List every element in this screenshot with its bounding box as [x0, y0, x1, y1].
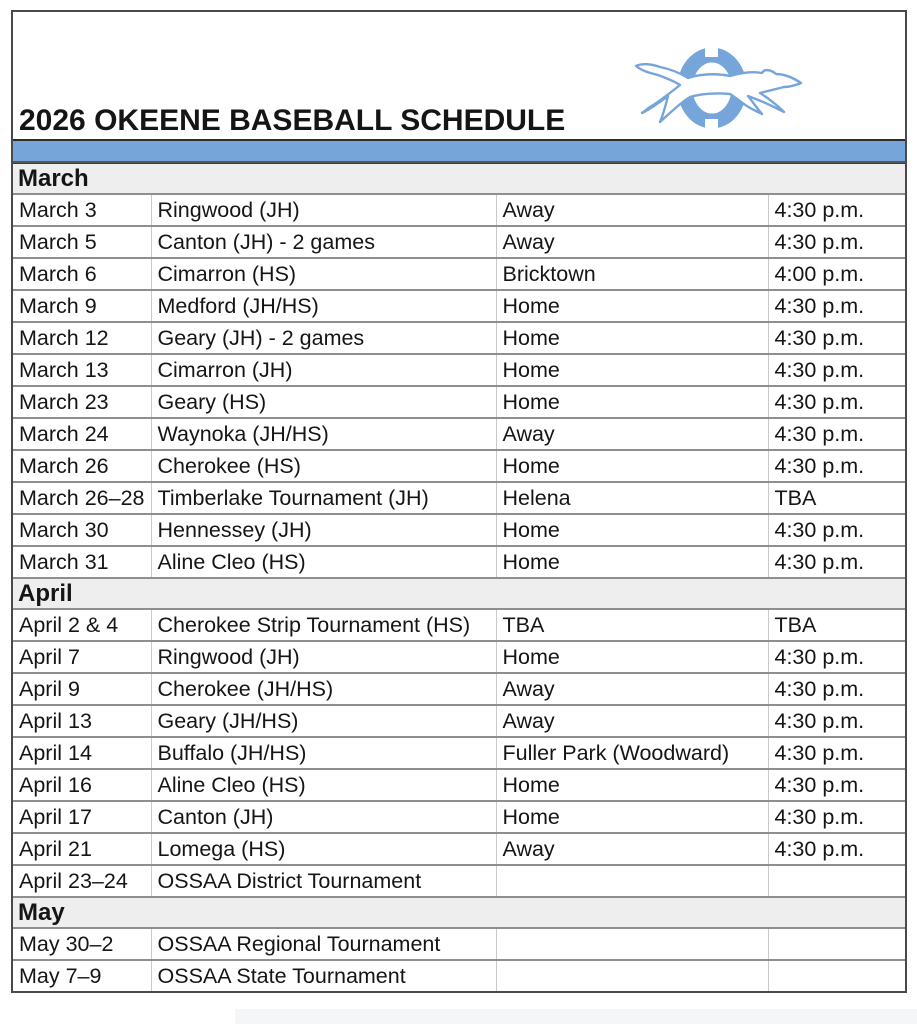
- game-row: [13, 833, 905, 865]
- game-opponent: Buffalo (JH/HS): [151, 737, 496, 769]
- game-location: Home: [496, 514, 768, 546]
- game-row: [13, 418, 905, 450]
- logo-o-bottom-gap: [705, 119, 718, 136]
- game-opponent: Geary (JH) - 2 games: [151, 322, 496, 354]
- game-opponent: Geary (HS): [151, 386, 496, 418]
- game-opponent: Ringwood (JH): [151, 641, 496, 673]
- game-opponent: Cherokee (HS): [151, 450, 496, 482]
- game-row: [13, 258, 905, 290]
- game-row: [13, 641, 905, 673]
- game-time: 4:30 p.m.: [768, 546, 905, 578]
- game-location: [496, 865, 768, 897]
- game-location: Home: [496, 641, 768, 673]
- game-date: April 9: [13, 673, 151, 705]
- game-row: [13, 194, 905, 226]
- game-location: Away: [496, 194, 768, 226]
- month-header: April: [13, 578, 905, 609]
- schedule-table: [13, 163, 905, 991]
- game-time: 4:30 p.m.: [768, 386, 905, 418]
- game-time: [768, 960, 905, 991]
- game-row: [13, 290, 905, 322]
- game-location: [496, 960, 768, 991]
- game-date: March 3: [13, 194, 151, 226]
- game-date: April 16: [13, 769, 151, 801]
- game-date: April 17: [13, 801, 151, 833]
- game-opponent: Ringwood (JH): [151, 194, 496, 226]
- game-time: 4:30 p.m.: [768, 450, 905, 482]
- game-date: March 6: [13, 258, 151, 290]
- game-row: [13, 673, 905, 705]
- game-row: [13, 354, 905, 386]
- game-location: Away: [496, 673, 768, 705]
- game-time: 4:30 p.m.: [768, 801, 905, 833]
- game-time: 4:30 p.m.: [768, 514, 905, 546]
- game-location: Away: [496, 705, 768, 737]
- game-row: [13, 386, 905, 418]
- game-time: 4:30 p.m.: [768, 769, 905, 801]
- game-location: Away: [496, 418, 768, 450]
- game-date: April 23–24: [13, 865, 151, 897]
- game-date: March 30: [13, 514, 151, 546]
- game-time: 4:30 p.m.: [768, 290, 905, 322]
- page-header: [13, 12, 905, 139]
- game-location: Home: [496, 801, 768, 833]
- game-date: March 24: [13, 418, 151, 450]
- game-time: 4:30 p.m.: [768, 641, 905, 673]
- game-time: [768, 928, 905, 960]
- game-date: March 23: [13, 386, 151, 418]
- logo-o-top-gap: [705, 42, 718, 57]
- game-time: 4:30 p.m.: [768, 673, 905, 705]
- game-opponent: OSSAA State Tournament: [151, 960, 496, 991]
- month-header: March: [13, 164, 905, 195]
- game-time: 4:30 p.m.: [768, 418, 905, 450]
- game-opponent: Aline Cleo (HS): [151, 769, 496, 801]
- game-location: Fuller Park (Woodward): [496, 737, 768, 769]
- game-location: TBA: [496, 609, 768, 641]
- game-row: [13, 769, 905, 801]
- game-opponent: OSSAA District Tournament: [151, 865, 496, 897]
- game-opponent: Hennessey (JH): [151, 514, 496, 546]
- game-opponent: Waynoka (JH/HS): [151, 418, 496, 450]
- game-opponent: Timberlake Tournament (JH): [151, 482, 496, 514]
- game-date: March 26: [13, 450, 151, 482]
- game-time: 4:30 p.m.: [768, 322, 905, 354]
- game-row: [13, 514, 905, 546]
- month-header: May: [13, 897, 905, 928]
- game-location: [496, 928, 768, 960]
- game-location: Home: [496, 354, 768, 386]
- game-time: 4:30 p.m.: [768, 354, 905, 386]
- game-opponent: OSSAA Regional Tournament: [151, 928, 496, 960]
- game-date: March 13: [13, 354, 151, 386]
- okeene-greyhound-logo: [634, 42, 806, 136]
- game-location: Home: [496, 769, 768, 801]
- game-row: [13, 450, 905, 482]
- game-location: Away: [496, 226, 768, 258]
- game-row: [13, 865, 905, 897]
- game-opponent: Geary (JH/HS): [151, 705, 496, 737]
- game-date: March 5: [13, 226, 151, 258]
- game-date: April 7: [13, 641, 151, 673]
- game-row: [13, 705, 905, 737]
- game-location: Home: [496, 290, 768, 322]
- game-row: [13, 322, 905, 354]
- game-time: 4:30 p.m.: [768, 226, 905, 258]
- game-opponent: Cherokee (JH/HS): [151, 673, 496, 705]
- game-row: [13, 226, 905, 258]
- page-title: 2026 OKEENE BASEBALL SCHEDULE: [19, 104, 566, 137]
- schedule-page: [11, 10, 907, 993]
- game-time: TBA: [768, 609, 905, 641]
- game-opponent: Canton (JH) - 2 games: [151, 226, 496, 258]
- game-row: [13, 801, 905, 833]
- game-row: [13, 960, 905, 991]
- game-date: April 2 & 4: [13, 609, 151, 641]
- game-time: [768, 865, 905, 897]
- game-date: May 30–2: [13, 928, 151, 960]
- schedule-table-body: [13, 164, 905, 992]
- game-time: TBA: [768, 482, 905, 514]
- game-date: May 7–9: [19, 963, 102, 988]
- game-location: Helena: [496, 482, 768, 514]
- game-opponent: Lomega (HS): [151, 833, 496, 865]
- game-row: [13, 737, 905, 769]
- game-location: Home: [496, 322, 768, 354]
- game-time: 4:30 p.m.: [768, 737, 905, 769]
- bottom-strip: [235, 1009, 917, 1024]
- game-opponent: Canton (JH): [151, 801, 496, 833]
- game-time: 4:30 p.m.: [768, 833, 905, 865]
- game-location: Home: [496, 546, 768, 578]
- game-location: Home: [496, 386, 768, 418]
- game-opponent: Cherokee Strip Tournament (HS): [151, 609, 496, 641]
- game-row: [13, 482, 905, 514]
- game-location: Home: [496, 450, 768, 482]
- month-section-row: [13, 164, 905, 195]
- game-location: Bricktown: [496, 258, 768, 290]
- game-time: 4:30 p.m.: [768, 705, 905, 737]
- game-row: [13, 609, 905, 641]
- game-time: 4:30 p.m.: [768, 194, 905, 226]
- game-row: [13, 928, 905, 960]
- game-opponent: Cimarron (JH): [151, 354, 496, 386]
- game-location: Away: [496, 833, 768, 865]
- game-opponent: Medford (JH/HS): [151, 290, 496, 322]
- game-date: April 21: [13, 833, 151, 865]
- month-section-row: [13, 578, 905, 609]
- game-row: [13, 546, 905, 578]
- game-time: 4:00 p.m.: [768, 258, 905, 290]
- game-date: April 13: [13, 705, 151, 737]
- game-date: March 31: [13, 546, 151, 578]
- game-date: April 14: [13, 737, 151, 769]
- month-section-row: [13, 897, 905, 928]
- game-date: March 9: [13, 290, 151, 322]
- accent-bar: [13, 139, 905, 163]
- game-date: March 12: [13, 322, 151, 354]
- game-opponent: Cimarron (HS): [151, 258, 496, 290]
- game-opponent: Aline Cleo (HS): [151, 546, 496, 578]
- game-date: March 26–28: [13, 482, 151, 514]
